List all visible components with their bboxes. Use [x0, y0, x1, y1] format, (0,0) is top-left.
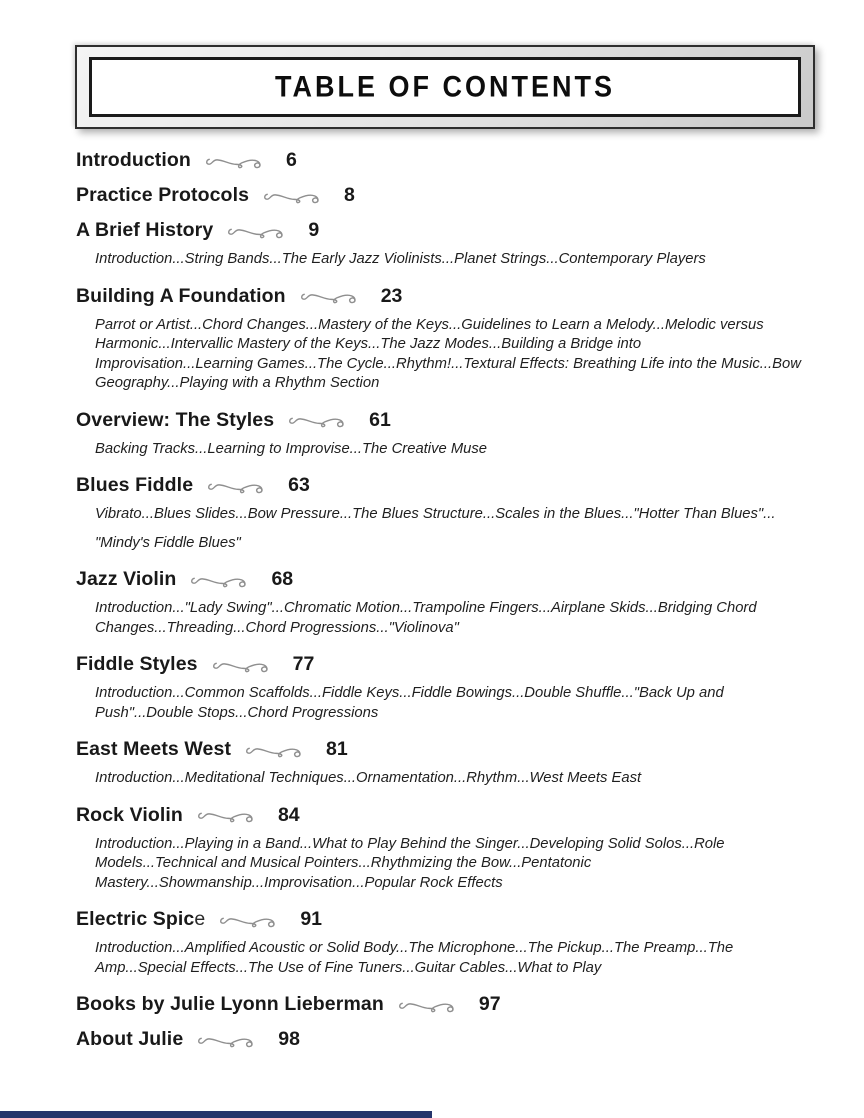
toc-entry-row [76, 283, 820, 310]
header-banner-inner [89, 57, 801, 117]
swash-flourish-icon [205, 151, 267, 171]
swash-flourish-icon [212, 655, 274, 675]
toc-entry-row [76, 566, 820, 593]
section-page-number: 81 [326, 738, 348, 760]
section-page-number: 63 [288, 474, 310, 496]
section-page-number: 6 [285, 149, 297, 171]
toc-section [76, 566, 820, 638]
section-title: About Julie [76, 1028, 184, 1050]
toc-section [76, 407, 820, 460]
toc-entry-row [76, 407, 820, 434]
topic-paragraph: Introduction...Common Scaffolds...Fiddle Keys...Fiddle Bowings...Double Shuffle..."Back Up and Push"...Double Stops...Chord Progressions [95, 685, 724, 721]
topic-paragraph: Parrot or Artist...Chord Changes...Mastery of the Keys...Guidelines to Learn a Melody...Melodic versus Harmonic...Intervallic Mastery of the Keys...The Jazz Modes...Building a Bridge into Improvisation...Learning Games...The Cycle...Rhythm!...Textural Effects: Breathing Life into the Music...Bow Geography...Playing with a Rhythm Section [95, 316, 801, 391]
section-page-number: 9 [308, 219, 320, 241]
section-topics [76, 505, 801, 553]
toc-section [76, 147, 820, 174]
section-title: Practice Protocols [76, 184, 250, 206]
toc-list [76, 147, 820, 1061]
section-page-number: 68 [271, 568, 294, 590]
footer-bar [0, 1111, 432, 1118]
topic-paragraph: Introduction..."Lady Swing"...Chromatic Motion...Trampoline Fingers...Airplane Skids...Bridging Chord Changes...Threading...Chord Progressions..."Violinova" [95, 600, 757, 636]
section-title: Introduction [76, 149, 191, 171]
section-topics [76, 440, 801, 460]
toc-entry-row [76, 802, 820, 829]
toc-section [76, 182, 820, 209]
swash-flourish-icon [197, 1030, 259, 1050]
swash-flourish-icon [245, 740, 307, 760]
topic-paragraph: Introduction...Playing in a Band...What to Play Behind the Singer...Developing Solid Solos...Role Models...Technical and Musical Pointers...Rhythmizing the Bow...Pentatonic Mastery...Showmanship...Improvisation...Popular Rock Effects [95, 835, 725, 891]
toc-entry-row [76, 651, 820, 678]
swash-flourish-icon [398, 995, 460, 1015]
section-page-number: 97 [478, 993, 501, 1015]
header-banner [75, 45, 815, 129]
toc-section [76, 906, 820, 978]
section-title: Electric Spice [76, 908, 206, 930]
swash-flourish-icon [219, 910, 281, 930]
section-page-number: 77 [292, 653, 315, 675]
toc-entry-row [76, 991, 820, 1018]
toc-entry-row [76, 472, 820, 499]
section-title: Books by Julie Lyonn Lieberman [76, 993, 384, 1015]
swash-flourish-icon [263, 186, 325, 206]
topic-paragraph: Backing Tracks...Learning to Improvise...The Creative Muse [95, 440, 488, 457]
toc-section [76, 651, 820, 723]
section-page-number: 84 [277, 803, 300, 826]
topic-paragraph: Introduction...Meditational Techniques...Ornamentation...Rhythm...West Meets East [95, 770, 642, 786]
section-topics [76, 599, 801, 638]
section-topics [76, 939, 801, 978]
section-topics [76, 316, 801, 394]
section-page-number: 91 [300, 908, 323, 930]
toc-section [76, 283, 820, 394]
swash-flourish-icon [207, 476, 269, 496]
toc-section [76, 736, 820, 789]
section-topics [76, 684, 801, 723]
section-title: Overview: The Styles [76, 408, 275, 431]
topic-paragraph: Vibrato...Blues Slides...Bow Pressure...The Blues Structure...Scales in the Blues..."Hotter Than Blues"... [95, 506, 776, 522]
section-title: Jazz Violin [76, 568, 177, 590]
swash-flourish-icon [197, 805, 259, 825]
section-topics [76, 769, 801, 789]
topic-paragraph: Introduction...String Bands...The Early Jazz Violinists...Planet Strings...Contemporary Players [95, 251, 706, 267]
toc-section [76, 1026, 820, 1053]
section-topics [76, 250, 801, 270]
swash-flourish-icon [288, 410, 350, 430]
toc-entry-row [76, 182, 820, 209]
toc-entry-row [76, 736, 820, 763]
section-page-number: 8 [344, 184, 355, 206]
swash-flourish-icon [190, 570, 252, 590]
section-page-number: 61 [369, 408, 391, 431]
section-topics [76, 835, 801, 894]
topic-paragraph: "Mindy's Fiddle Blues" [95, 534, 241, 551]
toc-entry-row [76, 217, 820, 244]
toc-section [76, 802, 820, 894]
section-title: Rock Violin [76, 803, 183, 826]
toc-entry-row [76, 906, 820, 933]
toc-section [76, 217, 820, 270]
section-page-number: 98 [278, 1028, 300, 1050]
swash-flourish-icon [227, 221, 289, 241]
section-title: Building A Foundation [76, 284, 286, 307]
swash-flourish-icon [300, 286, 362, 306]
page-title: TABLE OF CONTENTS [275, 70, 615, 103]
toc-section [76, 472, 820, 553]
section-page-number: 23 [380, 284, 403, 307]
toc-section [76, 991, 820, 1018]
section-title: Blues Fiddle [76, 474, 194, 496]
toc-entry-row [76, 1026, 820, 1053]
section-title: A Brief History [76, 219, 214, 241]
toc-entry-row [76, 147, 820, 174]
section-title: Fiddle Styles [76, 653, 198, 675]
section-title: East Meets West [76, 738, 232, 760]
topic-paragraph: Introduction...Amplified Acoustic or Solid Body...The Microphone...The Pickup...The Preamp...The Amp...Special Effects...The Use of Fine Tuners...Guitar Cables...What to Play [95, 940, 734, 976]
